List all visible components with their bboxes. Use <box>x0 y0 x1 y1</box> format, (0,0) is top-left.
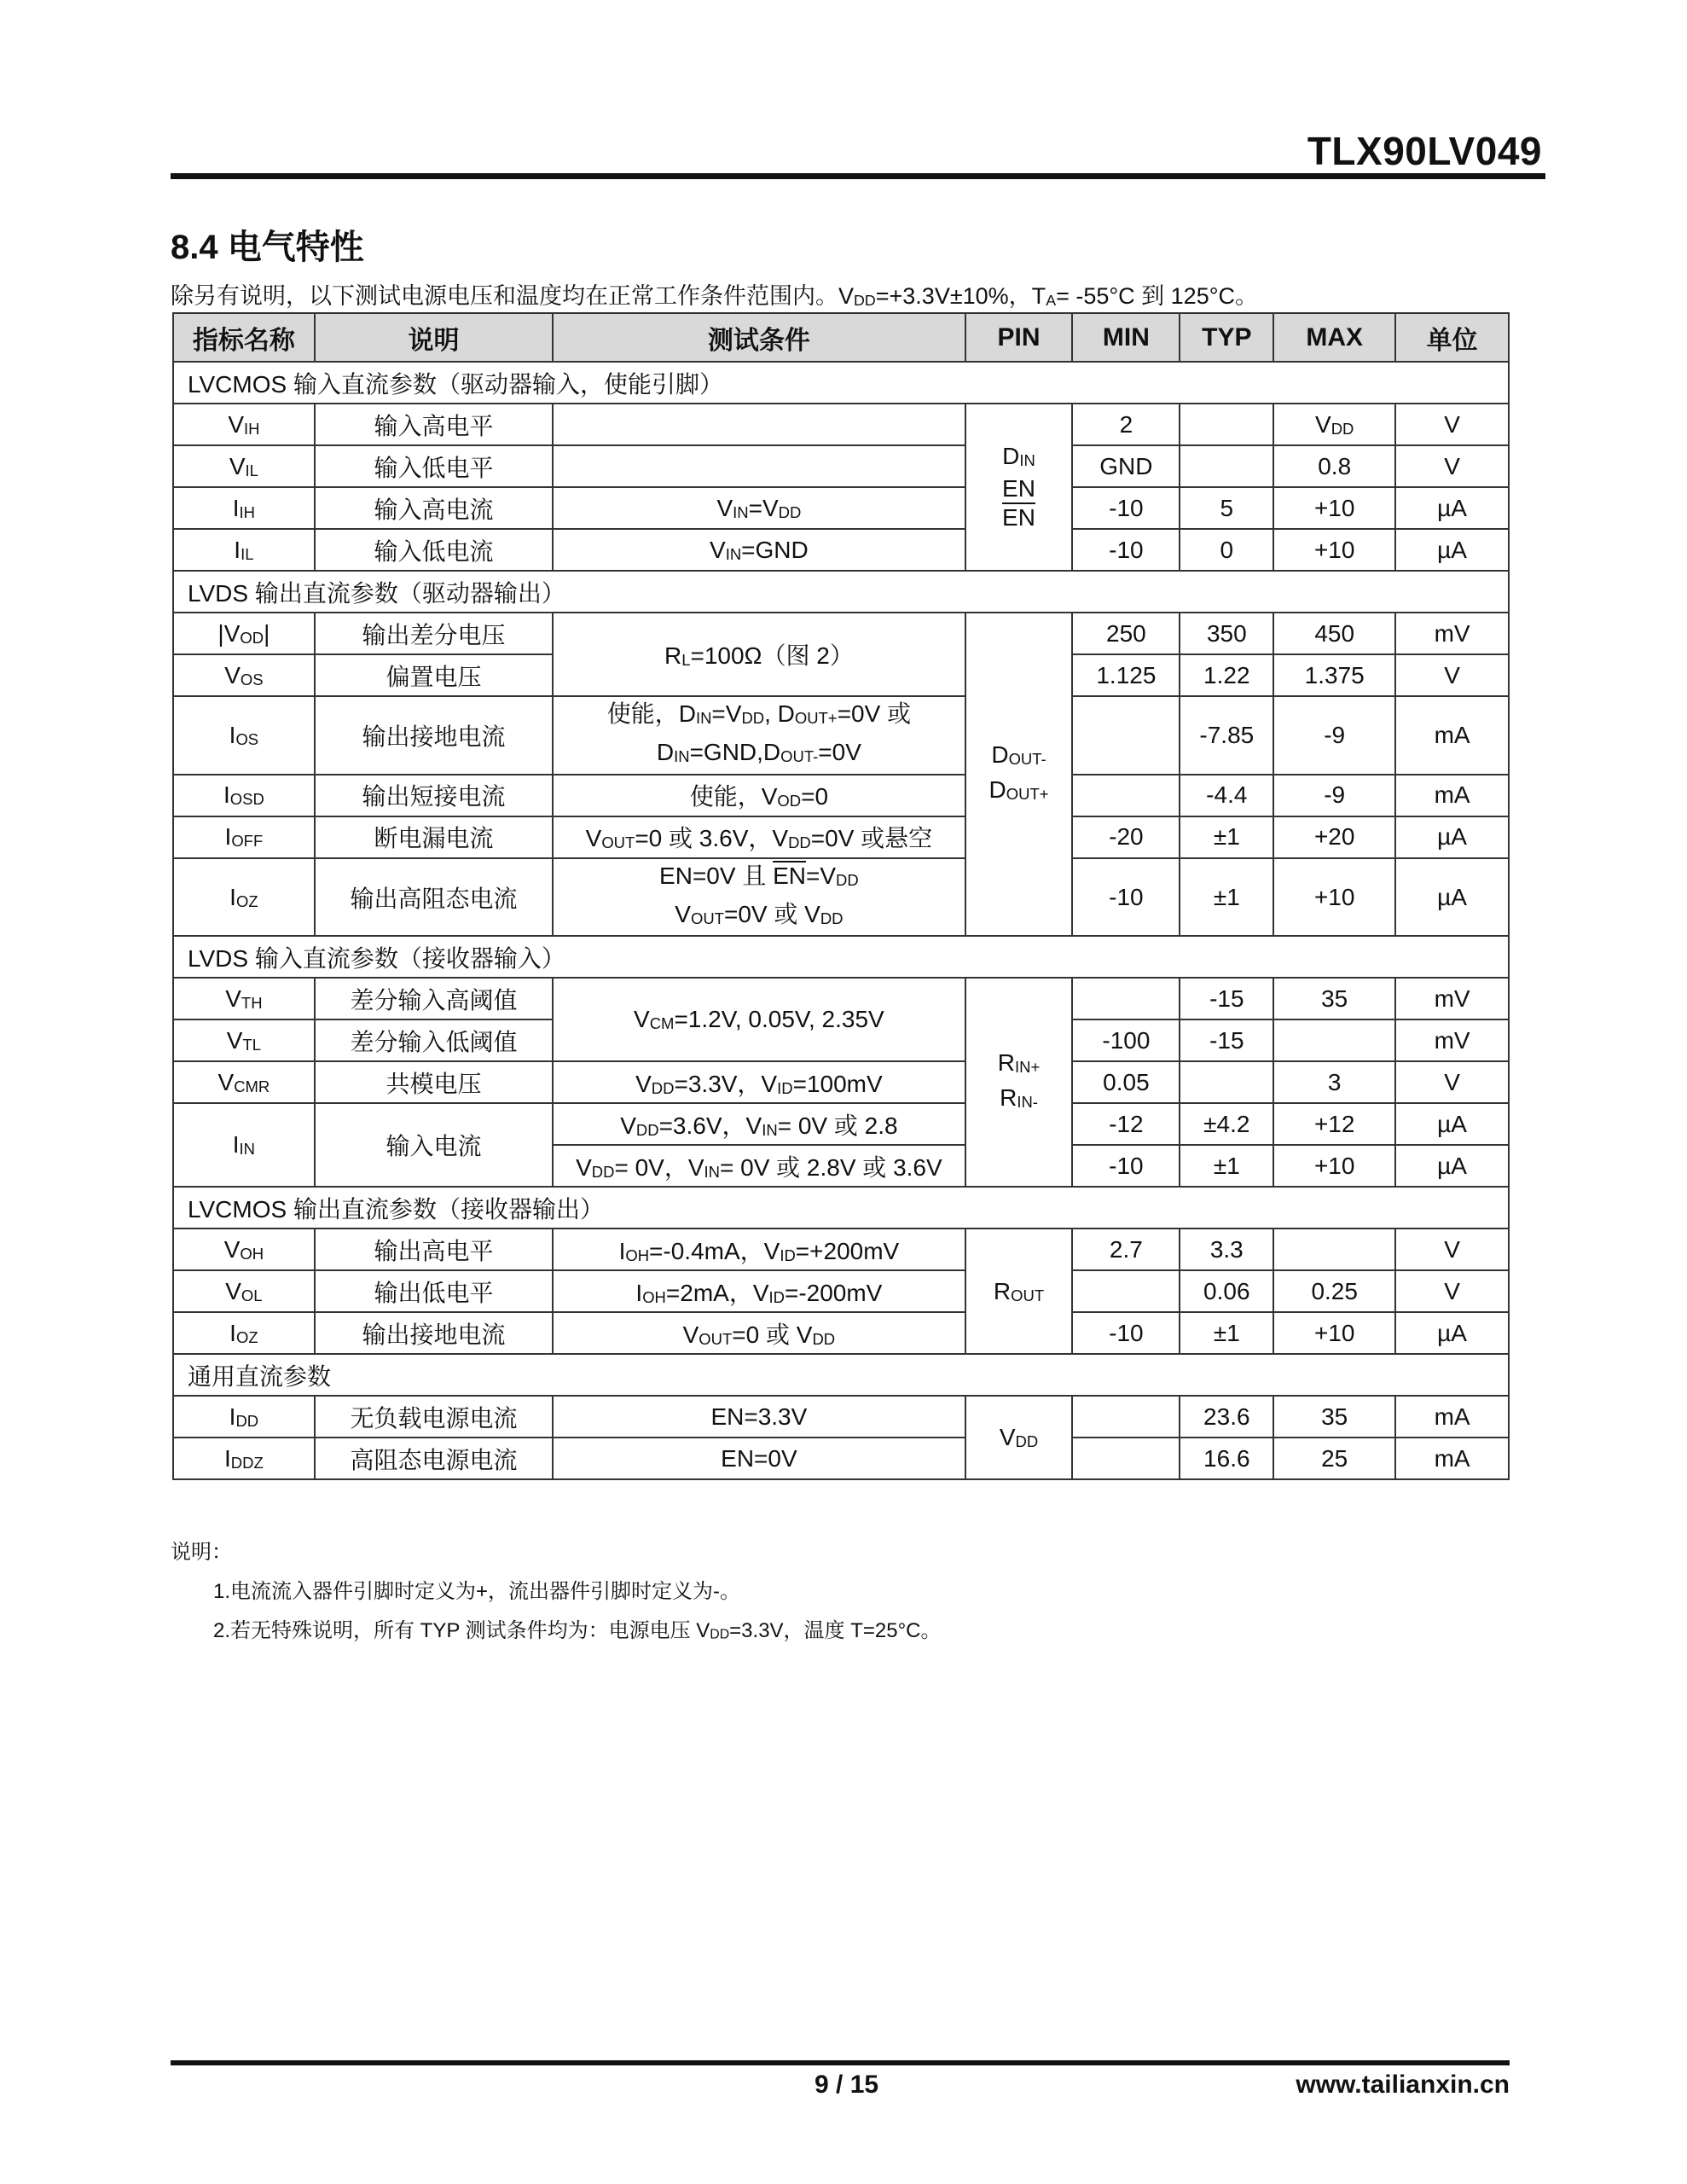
min-value <box>1072 775 1180 816</box>
header-rule <box>171 173 1545 179</box>
typ-value: 16.6 <box>1180 1438 1273 1479</box>
test-condition: $V_{IN}=GND$ <box>553 529 965 571</box>
section-label: LVDS 输出直流参数（驱动器输出） <box>173 571 1509 613</box>
max-value: 450 <box>1273 613 1395 654</box>
param-desc: 共模电压 <box>315 1061 553 1103</box>
param-symbol: $I_{OS}$ <box>173 696 315 775</box>
max-value: +10 <box>1273 1145 1395 1187</box>
section-row <box>173 1187 1509 1228</box>
param-desc: 输入高电平 <box>315 404 553 445</box>
param-symbol: $V_{OL}$ <box>173 1270 315 1312</box>
table-header-row <box>173 313 1509 362</box>
max-value: +12 <box>1273 1103 1395 1145</box>
max-value: 25 <box>1273 1438 1395 1479</box>
max-value: -9 <box>1273 696 1395 775</box>
table-row <box>173 858 1509 937</box>
col-header-pin: PIN <box>965 313 1073 362</box>
max-value: 3 <box>1273 1061 1395 1103</box>
test-condition <box>553 445 965 487</box>
typ-value: 0.06 <box>1180 1270 1273 1312</box>
max-value: 0.8 <box>1273 445 1395 487</box>
typ-value: 3.3 <box>1180 1228 1273 1270</box>
table-row <box>173 404 1509 445</box>
min-value <box>1072 1438 1180 1479</box>
param-symbol: $I_{OZ}$ <box>173 858 315 937</box>
section-row <box>173 936 1509 978</box>
electrical-characteristics-table <box>172 312 1510 1480</box>
unit: V <box>1395 404 1509 445</box>
param-desc: 输出接地电流 <box>315 696 553 775</box>
min-value: 2 <box>1072 404 1180 445</box>
pin-cell: $D_{IN}$ EN $\overline{EN}$ <box>965 404 1073 571</box>
unit: V <box>1395 445 1509 487</box>
param-symbol: $V_{OS}$ <box>173 654 315 696</box>
min-value <box>1072 978 1180 1019</box>
typ-value: -4.4 <box>1180 775 1273 816</box>
param-symbol: $I_{IN}$ <box>173 1103 315 1187</box>
param-symbol: $I_{OZ}$ <box>173 1312 315 1354</box>
test-condition: $V_{CM}=1.2V$, 0.05V, 2.35V <box>553 978 965 1061</box>
section-row <box>173 1354 1509 1396</box>
unit: µA <box>1395 1103 1509 1145</box>
max-value: 35 <box>1273 978 1395 1019</box>
unit: mA <box>1395 1438 1509 1479</box>
param-desc: 无负载电源电流 <box>315 1396 553 1438</box>
unit: µA <box>1395 1145 1509 1187</box>
unit: mV <box>1395 613 1509 654</box>
param-symbol: $I_{OFF}$ <box>173 816 315 858</box>
min-value: 1.125 <box>1072 654 1180 696</box>
unit: V <box>1395 1061 1509 1103</box>
table-row <box>173 613 1509 654</box>
section-label: LVCMOS 输入直流参数（驱动器输入，使能引脚） <box>173 362 1509 404</box>
table-row <box>173 1228 1509 1270</box>
test-condition: $V_{DD}=3.6V$，$V_{IN}= 0V$ 或 2.8 <box>553 1103 965 1145</box>
typ-value <box>1180 1061 1273 1103</box>
min-value: 2.7 <box>1072 1228 1180 1270</box>
param-desc: 输出短接电流 <box>315 775 553 816</box>
min-value: -12 <box>1072 1103 1180 1145</box>
table-row <box>173 445 1509 487</box>
max-value: +10 <box>1273 529 1395 571</box>
pin-cell: $R_{IN+}$ $R_{IN-}$ <box>965 978 1073 1187</box>
min-value: -100 <box>1072 1019 1180 1061</box>
param-symbol: $I_{DD}$ <box>173 1396 315 1438</box>
param-desc: 输出高阻态电流 <box>315 858 553 937</box>
min-value <box>1072 1270 1180 1312</box>
param-desc: 输出高电平 <box>315 1228 553 1270</box>
param-symbol: $I_{DDZ}$ <box>173 1438 315 1479</box>
typ-value: 1.22 <box>1180 654 1273 696</box>
section-label: 通用直流参数 <box>173 1354 1509 1396</box>
table-row <box>173 529 1509 571</box>
col-header-unit: 单位 <box>1395 313 1509 362</box>
col-header-max: MAX <box>1273 313 1395 362</box>
param-symbol: $I_{IL}$ <box>173 529 315 571</box>
min-value: GND <box>1072 445 1180 487</box>
unit: µA <box>1395 529 1509 571</box>
test-condition <box>553 404 965 445</box>
param-desc: 高阻态电源电流 <box>315 1438 553 1479</box>
param-desc: 输入高电流 <box>315 487 553 529</box>
notes-title: 说明： <box>171 1541 232 1564</box>
test-condition: $V_{DD}= 0V$，$V_{IN}= 0V$ 或 2.8V 或 3.6V <box>553 1145 965 1187</box>
note-2: 2.若无特殊说明，所有 TYP 测试条件均为：电源电压 $V_{DD}=3.3V$，温度 T=25°C。 <box>213 1619 942 1642</box>
test-condition: $V_{IN}=V_{DD}$ <box>553 487 965 529</box>
min-value: -10 <box>1072 1312 1180 1354</box>
test-condition: 使能，$V_{OD}=0$ <box>553 775 965 816</box>
param-desc: 差分输入高阈值 <box>315 978 553 1019</box>
table-row <box>173 1103 1509 1145</box>
typ-value <box>1180 445 1273 487</box>
typ-value: ±1 <box>1180 858 1273 937</box>
max-value: -9 <box>1273 775 1395 816</box>
param-desc: 偏置电压 <box>315 654 553 696</box>
min-value <box>1072 1396 1180 1438</box>
footer-rule <box>171 2060 1510 2065</box>
min-value: 250 <box>1072 613 1180 654</box>
param-symbol: $V_{OH}$ <box>173 1228 315 1270</box>
param-symbol: $|V_{OD}|$ <box>173 613 315 654</box>
max-value: +20 <box>1273 816 1395 858</box>
unit: mA <box>1395 1396 1509 1438</box>
typ-value: ±4.2 <box>1180 1103 1273 1145</box>
table-row <box>173 816 1509 858</box>
param-symbol: $V_{IL}$ <box>173 445 315 487</box>
pin-cell: $D_{OUT-}$ $D_{OUT+}$ <box>965 613 1073 936</box>
typ-value: ±1 <box>1180 1145 1273 1187</box>
min-value: 0.05 <box>1072 1061 1180 1103</box>
min-value <box>1072 696 1180 775</box>
param-desc: 差分输入低阈值 <box>315 1019 553 1061</box>
unit: V <box>1395 1270 1509 1312</box>
param-desc: 输出接地电流 <box>315 1312 553 1354</box>
typ-value: 350 <box>1180 613 1273 654</box>
test-condition: $R_L=100\Omega$（图 2） <box>553 613 965 696</box>
typ-value: -15 <box>1180 978 1273 1019</box>
param-symbol: $V_{IH}$ <box>173 404 315 445</box>
max-value: 35 <box>1273 1396 1395 1438</box>
min-value: -10 <box>1072 487 1180 529</box>
typ-value <box>1180 404 1273 445</box>
typ-value: ±1 <box>1180 1312 1273 1354</box>
max-value <box>1273 1019 1395 1061</box>
note-1: 1.电流流入器件引脚时定义为+，流出器件引脚时定义为-。 <box>213 1580 741 1603</box>
param-symbol: $I_{OSD}$ <box>173 775 315 816</box>
unit: µA <box>1395 816 1509 858</box>
unit: mA <box>1395 696 1509 775</box>
test-condition: EN=3.3V <box>553 1396 965 1438</box>
param-desc: 输出低电平 <box>315 1270 553 1312</box>
test-condition: $I_{OH}=2mA$，$V_{ID}=-200mV$ <box>553 1270 965 1312</box>
typ-value: -15 <box>1180 1019 1273 1061</box>
test-condition: $V_{OUT}=0$ 或 3.6V，$V_{DD}=0V$ 或悬空 <box>553 816 965 858</box>
test-condition: EN=0V <box>553 1438 965 1479</box>
table-row <box>173 1438 1509 1479</box>
footer-website: www.tailianxin.cn <box>1296 2071 1510 2099</box>
col-header-param: 指标名称 <box>173 313 315 362</box>
col-header-min: MIN <box>1072 313 1180 362</box>
unit: mA <box>1395 775 1509 816</box>
param-symbol: $V_{TH}$ <box>173 978 315 1019</box>
unit: µA <box>1395 858 1509 937</box>
min-value: -10 <box>1072 529 1180 571</box>
section-label: LVDS 输入直流参数（接收器输入） <box>173 936 1509 978</box>
param-desc: 断电漏电流 <box>315 816 553 858</box>
test-condition: $V_{DD}=3.3V$，$V_{ID}=100mV$ <box>553 1061 965 1103</box>
pin-cell: $R_{OUT}$ <box>965 1228 1073 1354</box>
table-row <box>173 775 1509 816</box>
table-row <box>173 1396 1509 1438</box>
unit: V <box>1395 1228 1509 1270</box>
unit: mV <box>1395 1019 1509 1061</box>
unit: mV <box>1395 978 1509 1019</box>
table-row <box>173 978 1509 1019</box>
section-label: LVCMOS 输出直流参数（接收器输出） <box>173 1187 1509 1228</box>
table-row <box>173 487 1509 529</box>
typ-value: 5 <box>1180 487 1273 529</box>
param-desc: 输入电流 <box>315 1103 553 1187</box>
param-symbol: $I_{IH}$ <box>173 487 315 529</box>
page-number: 9 / 15 <box>815 2071 879 2099</box>
table-row <box>173 1270 1509 1312</box>
test-condition: 使能，$D_{IN}=V_{DD}$, $D_{OUT+}=0V$ 或 $D_{IN}=GND,D_{OUT-}=0V$ <box>553 696 965 775</box>
param-symbol: $V_{CMR}$ <box>173 1061 315 1103</box>
document-model-title: TLX90LV049 <box>1307 129 1542 173</box>
table-row <box>173 1061 1509 1103</box>
max-value: 1.375 <box>1273 654 1395 696</box>
col-header-desc: 说明 <box>315 313 553 362</box>
test-condition: $V_{OUT}=0$ 或 $V_{DD}$ <box>553 1312 965 1354</box>
param-desc: 输出差分电压 <box>315 613 553 654</box>
typ-value: ±1 <box>1180 816 1273 858</box>
param-desc: 输入低电流 <box>315 529 553 571</box>
notes <box>171 1533 942 1655</box>
typ-value: 23.6 <box>1180 1396 1273 1438</box>
intro-text: 除另有说明，以下测试电源电压和温度均在正常工作条件范围内。$V_{DD}=+3.3V\pm 10\%$，$T_A= -55^\circ C$ 到 125°C。 <box>171 283 1259 309</box>
param-symbol: $V_{TL}$ <box>173 1019 315 1061</box>
test-condition: $I_{OH}=-0.4mA$，$V_{ID}=+200mV$ <box>553 1228 965 1270</box>
typ-value: 0 <box>1180 529 1273 571</box>
max-value: +10 <box>1273 1312 1395 1354</box>
col-header-typ: TYP <box>1180 313 1273 362</box>
max-value: 0.25 <box>1273 1270 1395 1312</box>
min-value: -10 <box>1072 858 1180 937</box>
param-desc: 输入低电平 <box>315 445 553 487</box>
unit: µA <box>1395 1312 1509 1354</box>
section-title: 8.4 电气特性 <box>171 229 364 266</box>
unit: µA <box>1395 487 1509 529</box>
max-value: +10 <box>1273 487 1395 529</box>
section-row <box>173 571 1509 613</box>
min-value: -20 <box>1072 816 1180 858</box>
max-value <box>1273 1228 1395 1270</box>
unit: V <box>1395 654 1509 696</box>
max-value: +10 <box>1273 858 1395 937</box>
col-header-condition: 测试条件 <box>553 313 965 362</box>
table-row <box>173 1312 1509 1354</box>
section-row <box>173 362 1509 404</box>
min-value: -10 <box>1072 1145 1180 1187</box>
table-row <box>173 696 1509 775</box>
max-value: $V_{DD}$ <box>1273 404 1395 445</box>
test-condition: EN=0V 且 $\overline{EN}=V_{DD}$ $V_{OUT}=0V$ 或 $V_{DD}$ <box>553 858 965 937</box>
typ-value: -7.85 <box>1180 696 1273 775</box>
pin-cell: $V_{DD}$ <box>965 1396 1073 1479</box>
